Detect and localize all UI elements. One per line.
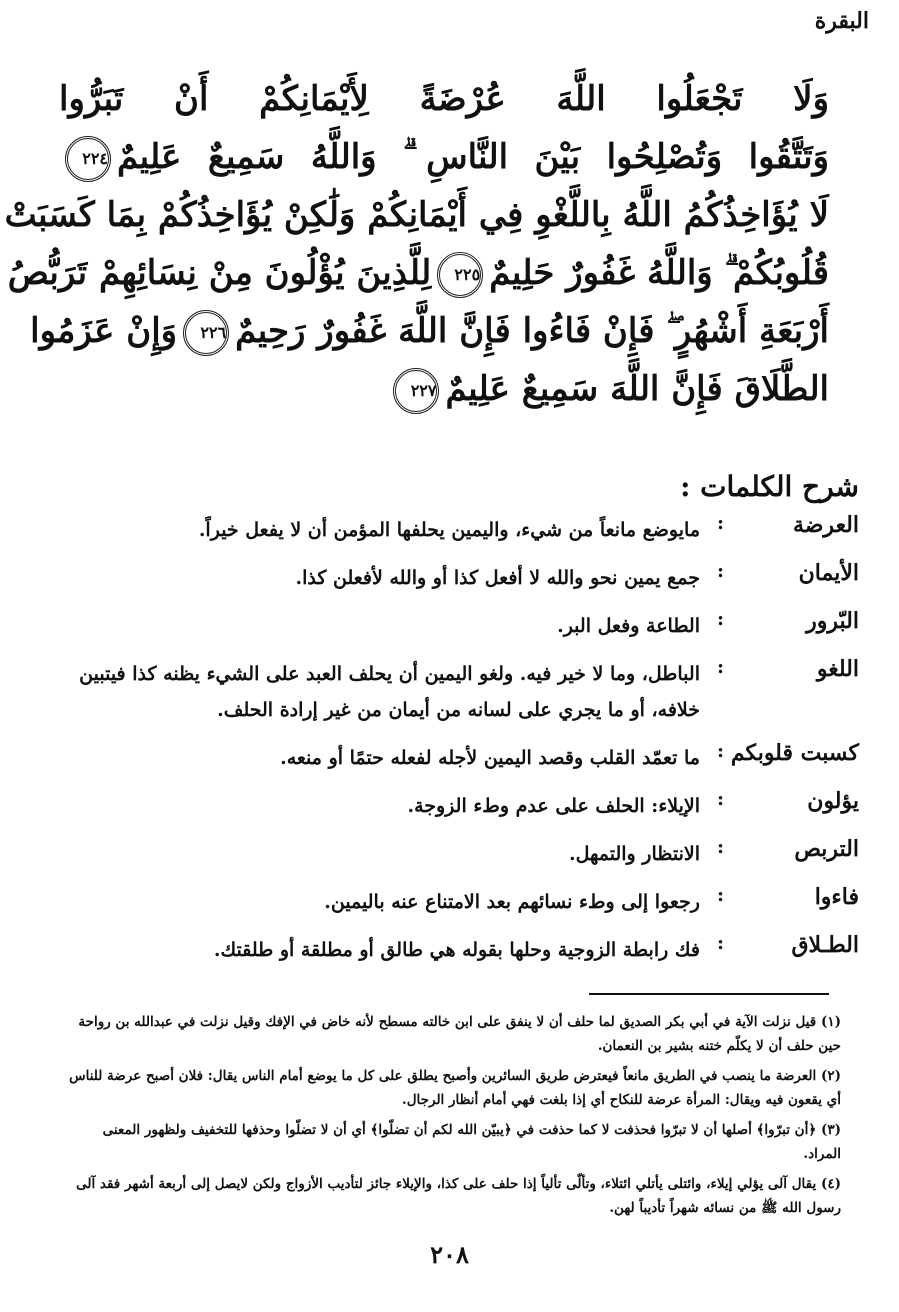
verse-text: قُلُوبُكُمْ ۗ وَاللَّهُ غَفُورٌ حَلِيمٌ xyxy=(489,253,829,293)
glossary-entry xyxy=(39,512,859,548)
ayah-marker-icon: ٢٢٧ xyxy=(393,368,439,414)
glossary-term: البّرور xyxy=(806,608,859,634)
ayah-marker-icon: ٢٢٥ xyxy=(437,252,483,298)
glossary-entry xyxy=(39,932,859,968)
footnotes xyxy=(61,1010,841,1226)
glossary-list xyxy=(39,512,859,980)
footnote-divider xyxy=(589,993,829,995)
glossary-definition: جمع يمين نحو والله لا أفعل كذا أو والله لأفعلن كذا. xyxy=(295,567,700,589)
verse-text: لِلَّذِينَ يُؤْلُونَ مِنْ نِسَائِهِمْ تَرَبُّصُ xyxy=(7,253,432,293)
glossary-entry xyxy=(39,608,859,644)
page-number: ٢٠٨ xyxy=(430,1240,469,1269)
glossary-entry xyxy=(39,836,859,872)
verse-line xyxy=(59,360,829,418)
glossary-colon: : xyxy=(716,740,724,762)
glossary-colon: : xyxy=(716,560,724,582)
verse-line xyxy=(4,186,829,244)
verse-text: وَإِنْ عَزَمُوا xyxy=(30,311,178,351)
glossary-colon: : xyxy=(716,656,724,678)
verse-line xyxy=(59,128,829,186)
glossary-definition: الانتظار والتمهل. xyxy=(568,843,700,865)
verse-line xyxy=(30,302,829,360)
footnote: (٢) العرضة ما ينصب في الطريق مانعاً فيعترض طريق السائرين وأصبح يطلق على كل ما يوضع أمام الناس يقال: فلان أصبح عرضة للناس أي يقعون فيه ويقال: المرأة عرضة للنكاح أي إذا بلغت فهي أمام أنظار الرجال. xyxy=(69,1068,841,1108)
glossary-entry xyxy=(39,740,859,776)
glossary-entry xyxy=(39,656,859,728)
glossary-colon: : xyxy=(716,608,724,630)
verse-text: وَلَا تَجْعَلُوا اللَّهَ عُرْضَةً لِأَيْمَانِكُمْ أَنْ تَبَرُّوا xyxy=(59,79,829,119)
glossary-colon: : xyxy=(716,836,724,858)
glossary-term: يؤلون xyxy=(807,788,859,814)
verse-line xyxy=(59,70,829,128)
surah-header: البقرة xyxy=(814,8,869,34)
glossary-definition: فك رابطة الزوجية وحلها بقوله هي طالق أو مطلقة أو طلقتك. xyxy=(213,939,700,961)
verse-text: الطَّلَاقَ فَإِنَّ اللَّهَ سَمِيعٌ عَلِيمٌ xyxy=(445,369,829,409)
glossary-term: التربص xyxy=(794,836,859,862)
glossary-entry xyxy=(39,884,859,920)
glossary-definition: الإيلاء: الحلف على عدم وطء الزوجة. xyxy=(407,795,700,817)
footnote: (٣) ﴿أن تبرّوا﴾ أصلها أن لا تبرّوا فحذفت لا كما حذفت في ﴿يبيّن الله لكم أن تضلّوا﴾ أي أن لا تضلّوا وحذفها للتخفيف ولظهور المعنى المراد. xyxy=(102,1122,841,1162)
verse-text: أَرْبَعَةِ أَشْهُرٍ ۖ فَإِنْ فَاءُوا فَإِنَّ اللَّهَ غَفُورٌ رَحِيمٌ xyxy=(235,311,829,351)
glossary-colon: : xyxy=(716,932,724,954)
ayah-marker-icon: ٢٢٤ xyxy=(65,136,111,182)
glossary-colon: : xyxy=(716,884,724,906)
verses-block xyxy=(4,70,829,418)
glossary-term: الطـلاق xyxy=(791,932,859,958)
glossary-entry xyxy=(39,560,859,596)
ayah-marker-icon: ٢٢٦ xyxy=(183,310,229,356)
glossary-colon: : xyxy=(716,788,724,810)
glossary-entry xyxy=(39,788,859,824)
glossary-definition: مايوضع مانعاً من شيء، واليمين يحلفها المؤمن أن لا يفعل خيراً. xyxy=(198,519,700,541)
glossary-term: الأيمان xyxy=(798,560,859,586)
glossary-term: اللغو xyxy=(816,656,859,682)
glossary-term: فاءوا xyxy=(814,884,859,910)
glossary-term: العرضة xyxy=(792,512,859,538)
glossary-definition: الباطل، وما لا خير فيه. ولغو اليمين أن يحلف العبد على الشيء يظنه كذا فيتبين خلافه، أو ما يجري على لسانه من أيمان من غير إرادة الحلف. xyxy=(79,663,700,721)
footnote: (٤) يقال آلى يؤلي إيلاء، وائتلى يأتلي ائتلاء، وتألّى تألياً إذا حلف على كذا، والإيلاء جائز لتأديب الأزواج ولكن لايصل إلى أربعة أشهر فقد آلى رسول الله ﷺ من نسائه شهراً تأديباً لهن. xyxy=(76,1176,841,1216)
glossary-definition: ما تعمّد القلب وقصد اليمين لأجله لفعله حتمًا أو منعه. xyxy=(280,747,700,769)
glossary-definition: الطاعة وفعل البر. xyxy=(557,615,700,637)
glossary-title: شرح الكلمات : xyxy=(680,470,859,503)
verse-text: لَا يُؤَاخِذُكُمُ اللَّهُ بِاللَّغْوِ فِي أَيْمَانِكُمْ وَلَٰكِنْ يُؤَاخِذُكُمْ بِمَا كَسَبَتْ xyxy=(4,195,829,235)
glossary-definition: رجعوا إلى وطء نسائهم بعد الامتناع عنه باليمين. xyxy=(324,891,700,913)
verse-line xyxy=(7,244,829,302)
glossary-term: كسبت قلوبكم xyxy=(730,740,859,766)
footnote: (١) قيل نزلت الآية في أبي بكر الصديق لما حلف أن لا ينفق على ابن خالته مسطح لأنه خاض في الإفك وقيل نزلت في عبدالله بن رواحة حين حلف أن لا يكلّم ختنه بشير بن النعمان. xyxy=(78,1014,841,1054)
verse-text: وَتَتَّقُوا وَتُصْلِحُوا بَيْنَ النَّاسِ ۗ وَاللَّهُ سَمِيعٌ عَلِيمٌ xyxy=(117,137,829,177)
glossary-colon: : xyxy=(716,512,724,534)
